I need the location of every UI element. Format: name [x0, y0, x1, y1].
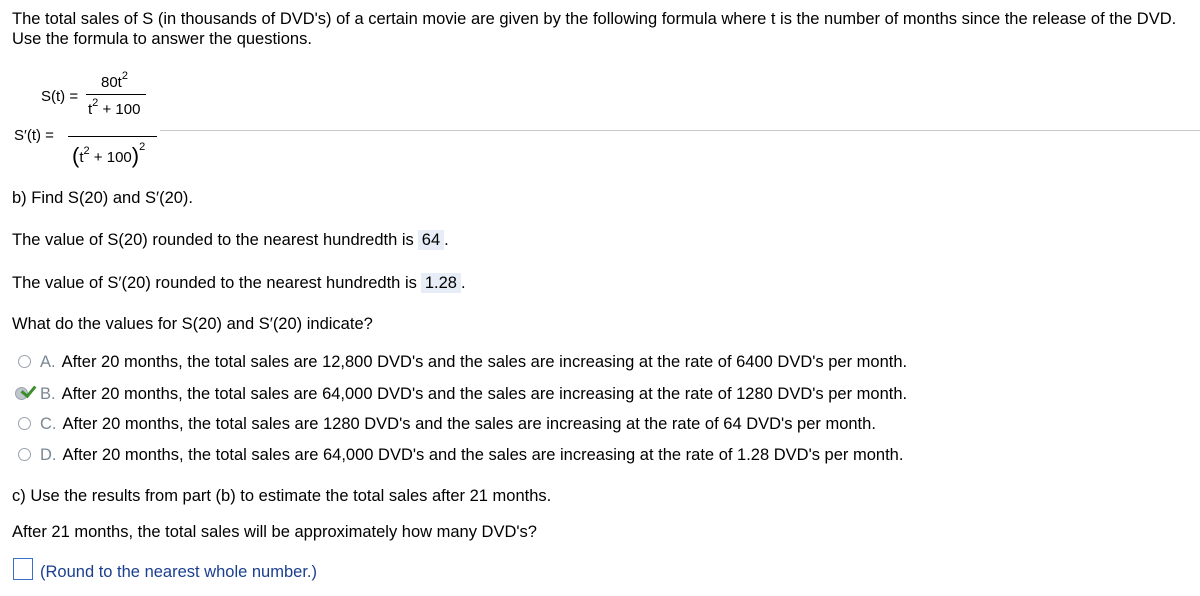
options-group [0, 352, 1200, 482]
sp20-line [12, 273, 466, 293]
s20-answer[interactable]: 64 [418, 230, 444, 250]
open-paren: ( [72, 143, 80, 168]
section-divider [160, 130, 1200, 131]
deriv-outer-exp: 2 [139, 141, 146, 153]
denominator-base: t [88, 101, 93, 118]
option-c-text: After 20 months, the total sales are 1280 DVD's and the sales are increasing at the rate of 64 DVD's per month. [62, 415, 876, 433]
sp20-suffix: . [460, 274, 466, 292]
numerator-exp: 2 [121, 70, 128, 82]
radio-d[interactable] [18, 448, 31, 461]
option-b-letter: B. [40, 385, 56, 403]
denominator-rest: + 100 [102, 101, 141, 118]
deriv-t: t [79, 149, 84, 166]
numerator-base: 80t [101, 74, 122, 91]
denominator-exp: 2 [92, 97, 99, 109]
sales-answer-input[interactable] [13, 558, 33, 580]
close-paren: ) [131, 143, 140, 168]
option-d-text: After 20 months, the total sales are 64,000 DVD's and the sales are increasing at the rate of 1.28 DVD's per month. [62, 446, 904, 464]
radio-a[interactable] [18, 355, 31, 368]
sp20-answer[interactable]: 1.28 [421, 273, 461, 293]
option-a[interactable] [12, 352, 912, 374]
option-b-text: After 20 months, the total sales are 64,000 DVD's and the sales are increasing at the rate of 1280 DVD's per month. [61, 385, 908, 403]
option-c[interactable] [12, 414, 912, 436]
part-b-question: What do the values for S(20) and S′(20) indicate? [12, 315, 373, 333]
part-c-question: After 21 months, the total sales will be approximately how many DVD's? [12, 523, 537, 541]
option-a-text: After 20 months, the total sales are 12,800 DVD's and the sales are increasing at the rate of 6400 DVD's per month. [61, 353, 908, 371]
sp20-text: The value of S′(20) rounded to the nearest hundredth is [12, 274, 417, 292]
deriv-inner-exp: 2 [83, 145, 90, 157]
derivative-fraction-bar [68, 136, 157, 137]
formula-numerator [101, 70, 128, 93]
problem-intro: The total sales of S (in thousands of DVD's) of a certain movie are given by the following formula where t is the number of months since the release of the DVD. Use the formula to answer the questions. [12, 10, 1177, 48]
option-d[interactable] [12, 445, 912, 467]
radio-c[interactable] [18, 417, 31, 430]
formula-denominator [88, 97, 141, 120]
option-a-letter: A. [40, 353, 56, 371]
s20-text: The value of S(20) rounded to the nearest hundredth is [12, 231, 414, 249]
part-b-prompt: b) Find S(20) and S′(20). [12, 189, 194, 207]
deriv-den-rest: + 100 [93, 149, 132, 166]
rounding-hint: (Round to the nearest whole number.) [40, 563, 317, 581]
option-b[interactable] [12, 384, 912, 406]
s20-line [12, 230, 449, 250]
s20-suffix: . [444, 231, 449, 249]
formula-fraction-bar [86, 94, 146, 95]
option-d-letter: D. [40, 446, 57, 464]
option-c-letter: C. [40, 415, 57, 433]
part-c-prompt: c) Use the results from part (b) to estimate the total sales after 21 months. [12, 487, 552, 505]
formula-lhs: S(t) = [41, 88, 79, 105]
derivative-denominator [72, 141, 146, 168]
derivative-lhs: S′(t) = [14, 127, 54, 144]
